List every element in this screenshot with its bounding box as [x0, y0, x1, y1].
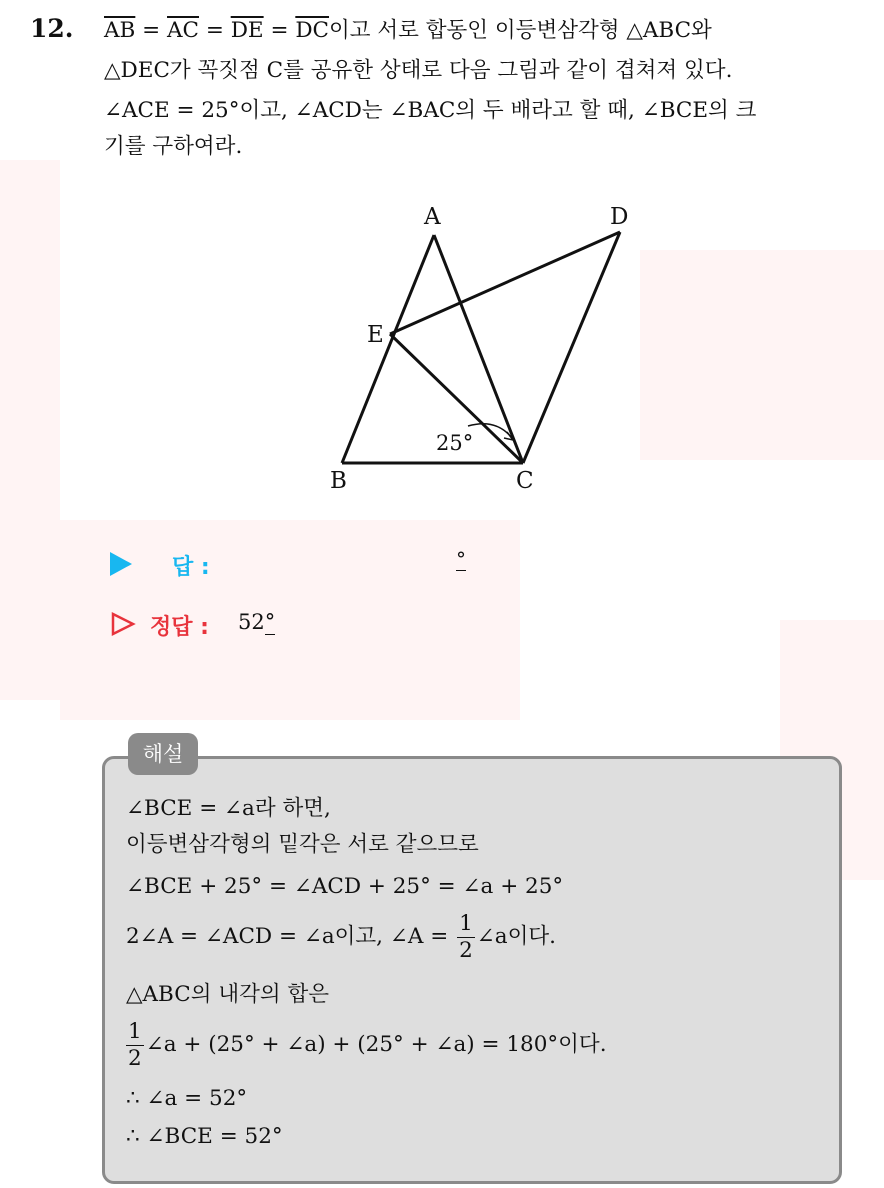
segment-ac: $\overline{AC}$: [167, 18, 199, 43]
explanation-line-3: ∠BCE + 25° = ∠ACD + 25° = ∠a + 25°: [126, 874, 564, 899]
answer-blank-unit: °: [456, 547, 466, 571]
question-number: 12.: [30, 14, 74, 43]
edge-ab: [342, 235, 434, 463]
equals-sign: =: [135, 18, 168, 43]
segment-ab: $\overline{AB}$: [104, 18, 136, 43]
fraction-half: [457, 913, 475, 961]
fraction-denominator: 2: [459, 937, 473, 963]
question-line-4: 기를 구하여라.: [104, 134, 243, 159]
triangle-figure: [300, 190, 660, 500]
solution-number: 52: [238, 610, 265, 634]
background-block: [0, 160, 60, 700]
edge-ed: [390, 232, 620, 334]
explanation-line-6: [126, 1016, 607, 1074]
segment-dc: $\overline{DC}$: [295, 18, 330, 43]
label-b: B: [330, 468, 347, 494]
question-line-2: △DEC가 꼭짓점 C를 공유한 상태로 다음 그림과 같이 겹쳐져 있다.: [104, 58, 733, 83]
edge-ac: [434, 235, 523, 463]
solution-unit: °: [264, 610, 276, 634]
explanation-tag: 해설: [128, 733, 198, 775]
explanation-line-5: △ABC의 내각의 합은: [126, 982, 329, 1007]
equals-sign: =: [263, 18, 296, 43]
answer-label: 답 :: [172, 555, 210, 580]
explanation-line-7: ∴ ∠a = 52°: [126, 1086, 248, 1111]
fraction-half: [126, 1021, 144, 1069]
explanation-line-2: 이등변삼각형의 밑각은 서로 같으므로: [126, 832, 479, 857]
explanation-line-1: ∠BCE = ∠a라 하면,: [126, 796, 331, 821]
edge-dc: [523, 232, 620, 463]
fraction-numerator: 1: [459, 911, 473, 936]
explanation-line-4-b: ∠a이다.: [476, 924, 556, 949]
fraction-numerator: 1: [128, 1019, 142, 1044]
label-d: D: [610, 204, 629, 230]
explanation-line-6-b: ∠a + (25° + ∠a) + (25° + ∠a) = 180°이다.: [145, 1032, 607, 1057]
fraction-denominator: 2: [128, 1045, 142, 1071]
play-triangle-icon: [110, 552, 132, 576]
label-c: C: [516, 468, 534, 494]
explanation-line-8: ∴ ∠BCE = 52°: [126, 1124, 283, 1149]
solution-label: 정답 :: [150, 615, 209, 640]
label-e: E: [367, 322, 384, 348]
question-line-3: ∠ACE = 25°이고, ∠ACD는 ∠BAC의 두 배라고 할 때, ∠BCE의 크: [104, 98, 757, 123]
question-line-1-rest: 이고 서로 합동인 이등변삼각형 △ABC와: [329, 18, 712, 43]
angle-label: 25°: [436, 431, 474, 455]
explanation-line-4-a: 2∠A = ∠ACD = ∠a이고, ∠A =: [126, 924, 456, 949]
explanation-line-4: [126, 908, 556, 966]
background-block: [640, 250, 884, 460]
equals-sign: =: [199, 18, 231, 43]
segment-de: $\overline{DE}$: [230, 18, 264, 43]
label-a: A: [424, 204, 441, 230]
outline-triangle-icon: [110, 611, 136, 637]
solution-value: [238, 610, 275, 634]
question-line-1: [104, 16, 712, 46]
